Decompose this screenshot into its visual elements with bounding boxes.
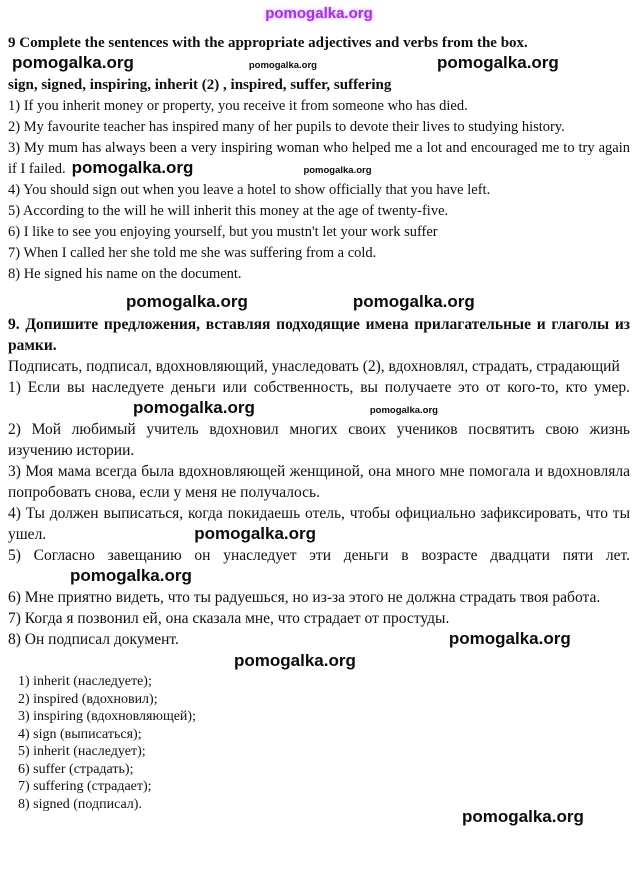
watermark-heading-2: pomogalka.org [436,53,559,72]
answer-2: 2) inspired (вдохновил); [18,691,158,707]
sentence-ru-3: 3) Моя мама всегда была вдохновляющей женщиной, она много мне помогала и вдохновляла попробовать снова, если у меня не получалось. [8,463,630,501]
exercise-en-heading [8,33,612,75]
answer-4: 4) sign (выписаться); [18,726,142,742]
watermark-en-s3: pomogalka.org [71,158,194,177]
watermark-heading-1: pomogalka.org [12,53,134,72]
answers-list [8,673,630,813]
watermark-ru-s4: pomogalka.org [194,524,317,543]
sentence-ru-8-text: 8) Он подписал документ. [8,631,179,648]
watermark-heading-small: pomogalka.org [248,60,317,71]
answer-1: 1) inherit (наследуете); [18,674,152,689]
answer-5: 5) inherit (наследует); [18,744,146,759]
sentence-ru-5 [8,545,630,587]
sentence-ru-1 [8,377,630,419]
word-box-en: sign, signed, inspiring, inherit (2) , inspired, suffer, suffering [8,77,392,93]
sentence-en-7: 7) When I called her she told me she was suffering from a cold. [8,245,377,261]
sentence-ru-2: 2) Мой любимый учитель вдохновил многих своих учеников посвятить свою жизнь изучению истории. [8,421,630,459]
watermark-row-answers [8,650,630,673]
watermark-en-s3-small: pomogalka.org [303,165,372,176]
exercise-en-heading-text: 9 Complete the sentences with the appropriate adjectives and verbs from the box. [8,35,528,51]
sentence-en-4: 4) You should sign out when you leave a hotel to show officially that you have left. [8,182,491,198]
watermark-pre-ru-2: pomogalka.org [352,292,475,311]
answer-7: 7) suffering (страдает); [18,779,152,794]
sentence-ru-6: 6) Мне приятно видеть, что ты радуешься, но из-за этого не должна страдать твоя работа. [8,589,601,606]
watermark-row-pre-russian [8,291,630,314]
answer-8: 8) signed (подписал). [18,796,142,812]
watermark-top: pomogalka.org [265,5,373,22]
watermark-ru-s8: pomogalka.org [448,629,571,648]
answer-3: 3) inspiring (вдохновляющей); [18,709,196,724]
watermark-ru-s1-small: pomogalka.org [369,405,438,416]
watermark-ru-s1: pomogalka.org [133,398,255,417]
watermark-answers-top: pomogalka.org [234,651,356,670]
watermark-row-top [8,2,630,25]
sentence-ru-1-text: 1) Если вы наследуете деньги или собственность, вы получаете это от кого-то, кто умер. [8,379,630,396]
sentence-ru-4-text: 4) Ты должен выписаться, когда покидаешь отель, чтобы официально зафиксировать, что ты ушел. [8,505,630,543]
watermark-answers-right: pomogalka.org [462,807,584,826]
word-box-ru: Подписать, подписал, вдохновляющий, унаследовать (2), вдохновлял, страдать, страдающий [8,358,620,375]
sentence-en-3 [8,138,630,180]
sentence-ru-7: 7) Когда я позвонил ей, она сказала мне, что страдает от простуды. [8,610,450,627]
sentence-ru-4 [8,503,630,545]
exercise-ru-heading: 9. Допишите предложения, вставляя подходящие имена прилагательные и глаголы из рамки. [8,316,630,354]
sentence-en-1: 1) If you inherit money or property, you receive it from someone who has died. [8,98,468,114]
sentence-ru-8 [8,629,630,650]
watermark-pre-ru-1: pomogalka.org [126,292,248,311]
watermark-ru-s5: pomogalka.org [70,566,192,585]
sentence-en-3-text: 3) My mum has always been a very inspiring woman who helped me a lot and encouraged me to try again if I failed. [8,140,630,177]
sentence-en-6: 6) I like to see you enjoying yourself, but you mustn't let your work suffer [8,224,438,240]
sentence-ru-5-text: 5) Согласно завещанию он унаследует эти деньги в возрасте двадцати пяти лет. [8,547,630,564]
sentence-en-5: 5) According to the will he will inherit this money at the age of twenty-five. [8,203,449,219]
answer-6: 6) suffer (страдать); [18,761,134,777]
sentence-en-8: 8) He signed his name on the document. [8,266,242,282]
sentence-en-2: 2) My favourite teacher has inspired many of her pupils to devote their lives to studying history. [8,119,565,135]
